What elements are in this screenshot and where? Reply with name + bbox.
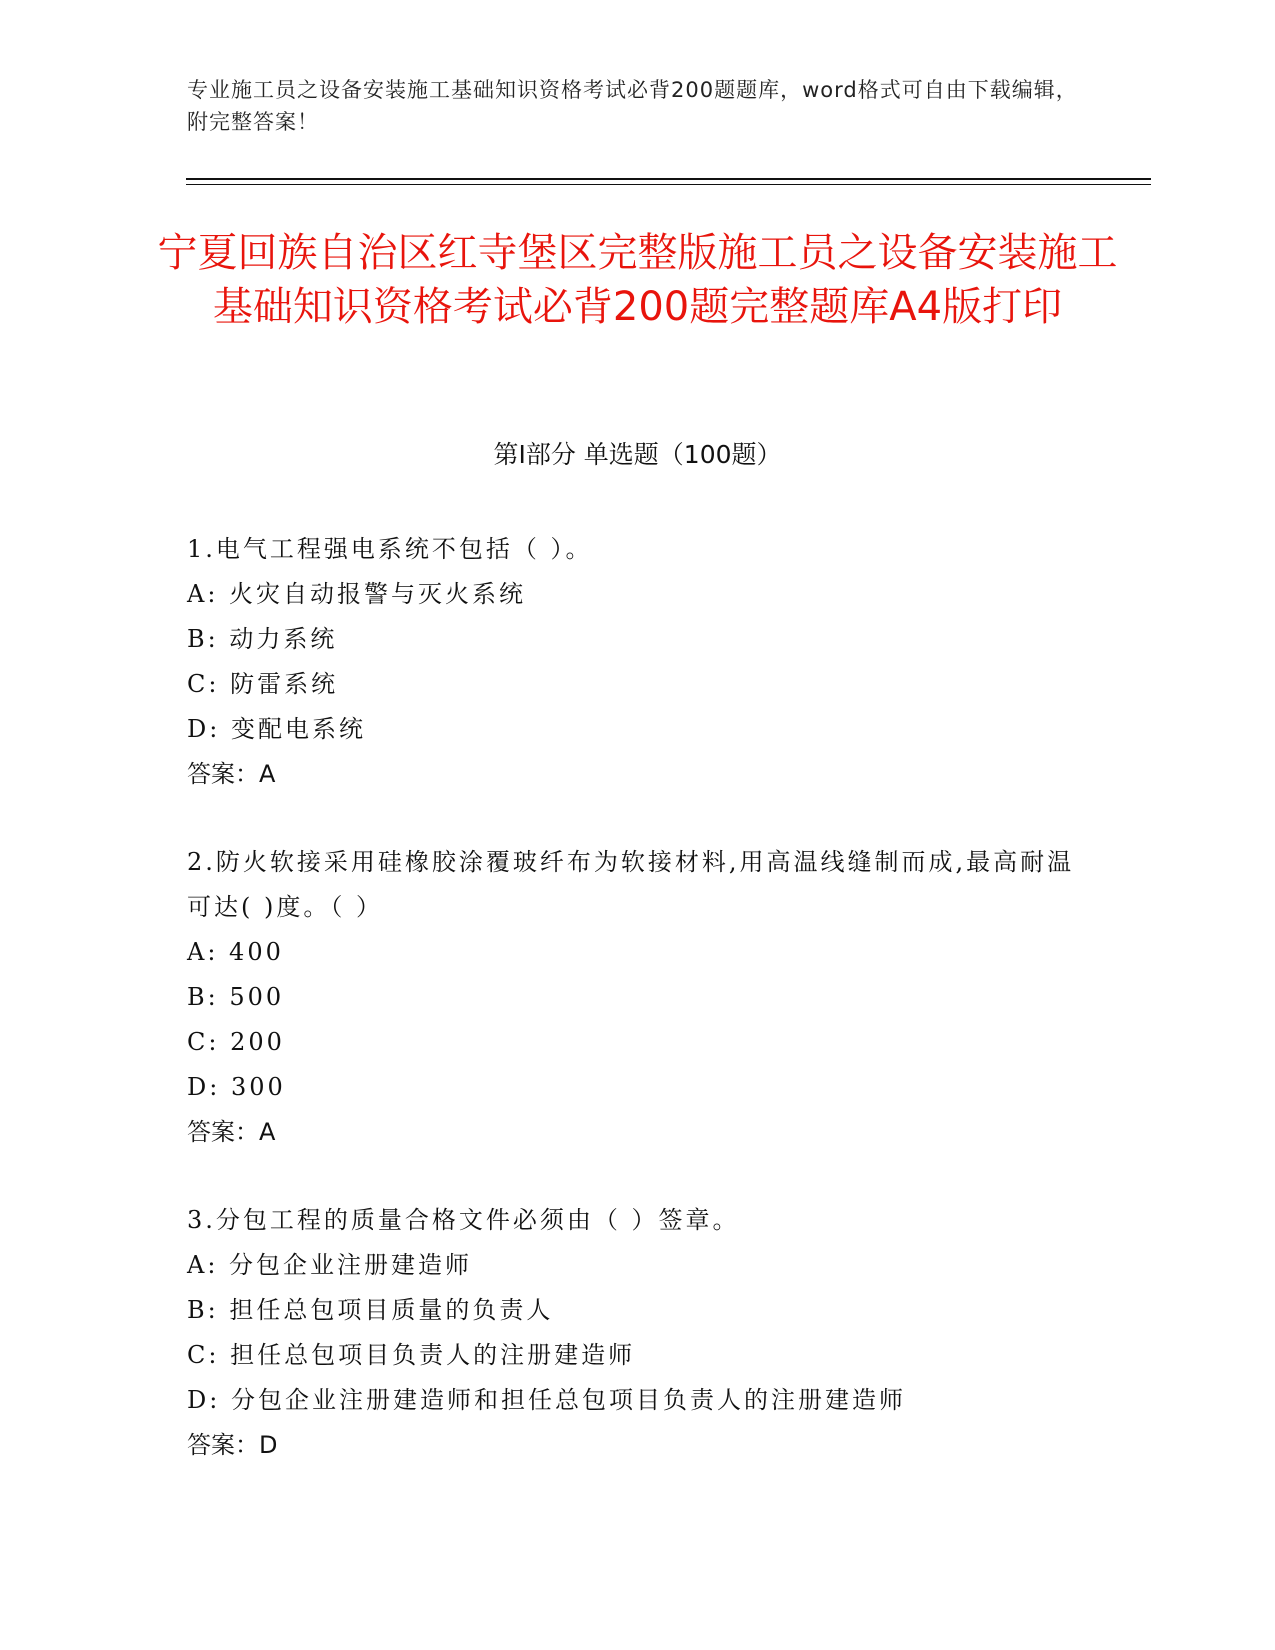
option-b: B: 动力系统	[187, 625, 338, 653]
question-item	[187, 840, 1087, 1155]
option-d: D: 变配电系统	[187, 715, 366, 743]
question-item	[187, 527, 1087, 797]
header-note: 专业施工员之设备安装施工基础知识资格考试必背200题题库，word格式可自由下载编辑，附完整答案！	[187, 78, 1078, 134]
question-stem: 1.电气工程强电系统不包括（ ）。	[187, 535, 593, 563]
header-divider-thick	[186, 178, 1151, 180]
option-a: A: 分包企业注册建造师	[187, 1251, 473, 1279]
answer: 答案：D	[187, 1431, 278, 1459]
option-a: A: 火灾自动报警与灭火系统	[187, 580, 527, 608]
option-c: C: 防雷系统	[187, 670, 339, 698]
option-c: C: 200	[187, 1028, 285, 1056]
section-heading: 第I部分 单选题（100题）	[493, 440, 782, 469]
question-stem: 3.分包工程的质量合格文件必须由（ ）签章。	[187, 1206, 740, 1234]
question-stem: 2.防火软接采用硅橡胶涂覆玻纤布为软接材料,用高温线缝制而成,最高耐温可达( )度。（ ）	[187, 848, 1075, 921]
document-title: 宁夏回族自治区红寺堡区完整版施工员之设备安装施工基础知识资格考试必背200题完整题库A4版打印	[157, 230, 1118, 330]
option-d: D: 300	[187, 1073, 286, 1101]
option-a: A: 400	[187, 938, 284, 966]
question-list	[187, 527, 1087, 1511]
question-item	[187, 1198, 1087, 1468]
option-b: B: 担任总包项目质量的负责人	[187, 1296, 554, 1324]
header-divider-thin	[186, 184, 1151, 185]
option-d: D: 分包企业注册建造师和担任总包项目负责人的注册建造师	[187, 1386, 906, 1414]
option-b: B: 500	[187, 983, 285, 1011]
answer: 答案：A	[187, 760, 276, 788]
answer: 答案：A	[187, 1118, 276, 1146]
option-c: C: 担任总包项目负责人的注册建造师	[187, 1341, 636, 1369]
